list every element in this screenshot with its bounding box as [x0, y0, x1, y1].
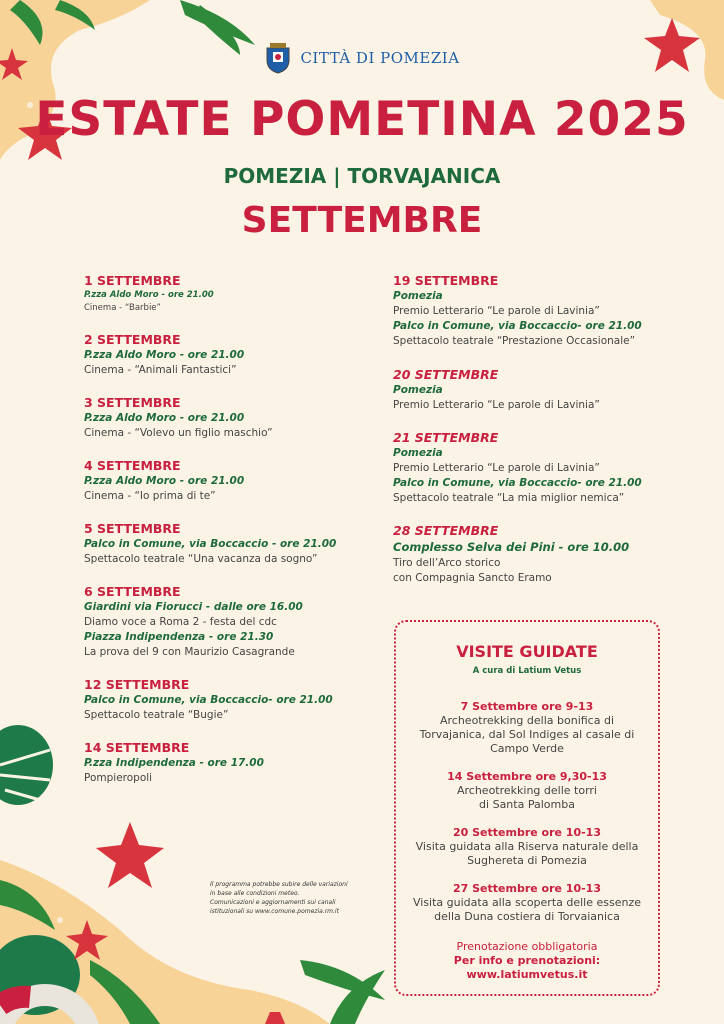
event-date: 12 SETTEMBRE — [84, 677, 190, 692]
event-item — [84, 677, 384, 723]
event-date: 1 SETTEMBRE — [84, 273, 181, 288]
guided-tour-item — [396, 882, 658, 924]
event-description: Cinema - “Volevo un figlio maschio” — [84, 427, 273, 439]
guided-tour-date: 7 Settembre ore 9-13 — [460, 700, 594, 713]
guided-tour-description: Archeotrekking della bonifica di — [439, 714, 615, 727]
guided-tour-item — [396, 700, 658, 756]
guided-tour-description: della Duna costiera di Torvaianica — [434, 910, 620, 923]
event-item — [393, 430, 693, 506]
event-location: Piazza Indipendenza - ore 21.30 — [84, 631, 274, 643]
event-location: Palco in Comune, via Boccaccio- ore 21.00 — [84, 694, 333, 706]
event-date: 21 SETTEMBRE — [393, 430, 499, 445]
event-date: 4 SETTEMBRE — [84, 458, 181, 473]
event-description: Spettacolo teatrale “Bugie” — [84, 709, 229, 721]
event-location: P.zza Aldo Moro - ore 21.00 — [84, 475, 245, 487]
event-date: 14 SETTEMBRE — [84, 740, 190, 755]
event-location: Palco in Comune, via Boccaccio- ore 21.00 — [393, 320, 642, 332]
event-date: 5 SETTEMBRE — [84, 521, 181, 536]
event-location: P.zza Indipendenza - ore 17.00 — [84, 757, 264, 769]
event-item — [393, 367, 693, 413]
guided-tour-item — [396, 826, 658, 868]
info-label: Per info e prenotazioni: — [453, 954, 601, 967]
event-item — [84, 273, 384, 315]
guided-tour-date: 27 Settembre ore 10-13 — [452, 882, 601, 895]
website-link[interactable]: www.latiumvetus.it — [466, 968, 588, 981]
event-description: Spettacolo teatrale “Prestazione Occasionale” — [393, 335, 636, 347]
event-location: Pomezia — [393, 290, 443, 302]
guided-tour-description: di Santa Palomba — [479, 798, 575, 811]
event-date: 2 SETTEMBRE — [84, 332, 181, 347]
event-item — [84, 521, 384, 567]
city-crest-icon — [264, 42, 292, 74]
event-description: Cinema - “Io prima di te” — [84, 490, 216, 502]
city-name: CITTÀ DI POMEZIA — [300, 49, 460, 67]
event-item — [84, 458, 384, 504]
main-title: ESTATE POMETINA 2025 — [35, 92, 689, 147]
event-location: P.zza Aldo Moro - ore 21.00 — [84, 290, 214, 300]
event-date: 3 SETTEMBRE — [84, 395, 181, 410]
event-location: Pomezia — [393, 384, 443, 396]
booking-required: Prenotazione obbligatoria — [456, 940, 598, 953]
note-line: in base alle condizioni meteo. — [210, 890, 300, 897]
event-description: Diamo voce a Roma 2 - festa del cdc — [84, 616, 277, 628]
event-item — [393, 523, 693, 586]
event-item — [393, 273, 693, 349]
event-date: 19 SETTEMBRE — [393, 273, 499, 288]
guided-tour-description: Sughereta di Pomezia — [467, 854, 587, 867]
event-location: Giardini via Fiorucci - dalle ore 16.00 — [84, 601, 303, 613]
event-date: 28 SETTEMBRE — [393, 523, 499, 538]
event-description: Pompieropoli — [84, 772, 153, 784]
guided-tour-description: Visita guidata alla Riserva naturale della — [415, 840, 639, 853]
guided-tour-description: Campo Verde — [490, 742, 564, 755]
guided-tour-item — [396, 770, 658, 812]
weather-note — [210, 880, 370, 916]
event-item — [84, 395, 384, 441]
event-description: Tiro dell’Arco storico — [393, 557, 501, 569]
guided-tours-curator: A cura di Latium Vetus — [472, 666, 582, 676]
event-description: con Compagnia Sancto Eramo — [393, 572, 552, 584]
guided-tour-description: Visita guidata alla scoperta delle essenze — [412, 896, 642, 909]
event-description: Premio Letterario “Le parole di Lavinia” — [393, 462, 600, 474]
guided-tour-date: 20 Settembre ore 10-13 — [452, 826, 601, 839]
event-description: Spettacolo teatrale “La mia miglior nemica” — [393, 492, 625, 504]
note-line: istituzionali su www.comune.pomezia.rm.it — [210, 908, 339, 915]
guided-tours-title: VISITE GUIDATE — [456, 642, 598, 661]
event-location: Pomezia — [393, 447, 443, 459]
subtitle: POMEZIA | TORVAJANICA — [223, 164, 501, 188]
event-item — [84, 584, 384, 660]
events-left-column — [84, 273, 384, 786]
event-description: Cinema - “Barbie” — [84, 303, 161, 313]
event-location: Palco in Comune, via Boccaccio- ore 21.00 — [393, 477, 642, 489]
event-location: P.zza Aldo Moro - ore 21.00 — [84, 412, 245, 424]
event-item — [84, 332, 384, 378]
event-date: 6 SETTEMBRE — [84, 584, 181, 599]
note-line: Il programma potrebbe subire delle variazioni — [210, 881, 348, 888]
event-description: La prova del 9 con Maurizio Casagrande — [84, 646, 295, 658]
event-item — [84, 740, 384, 786]
event-description: Spettacolo teatrale “Una vacanza da sogno” — [84, 553, 318, 565]
event-location: Palco in Comune, via Boccaccio - ore 21.00 — [84, 538, 337, 550]
guided-tour-description: Torvajanica, dal Sol Indiges al casale di — [419, 728, 635, 741]
guided-tours-box — [394, 620, 660, 996]
event-description: Premio Letterario “Le parole di Lavinia” — [393, 305, 600, 317]
events-right-column — [393, 273, 693, 586]
guided-tour-date: 14 Settembre ore 9,30-13 — [447, 770, 607, 783]
event-location: P.zza Aldo Moro - ore 21.00 — [84, 349, 245, 361]
month-title: SETTEMBRE — [241, 200, 483, 241]
event-description: Premio Letterario “Le parole di Lavinia” — [393, 399, 600, 411]
note-line: Comunicazioni e aggiornamenti sui canali — [210, 899, 336, 906]
event-date: 20 SETTEMBRE — [393, 367, 499, 382]
event-location: Complesso Selva dei Pini - ore 10.00 — [393, 540, 630, 554]
guided-tour-description: Archeotrekking delle torri — [456, 784, 597, 797]
city-logo — [0, 42, 724, 74]
event-description: Cinema - “Animali Fantastici” — [84, 364, 237, 376]
